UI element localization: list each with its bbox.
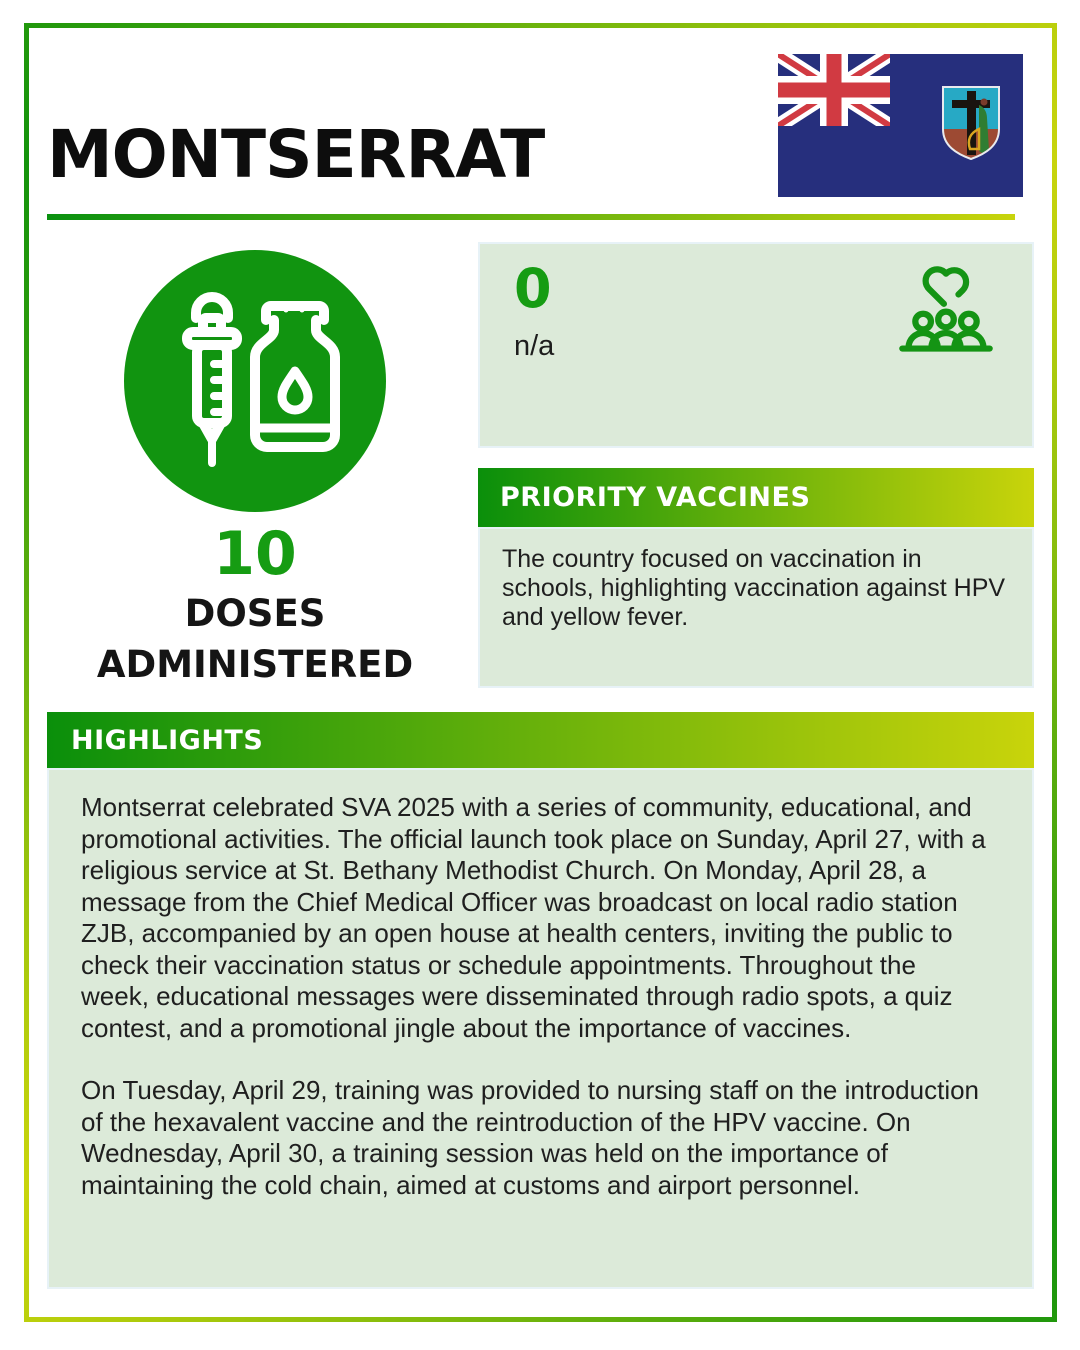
- doses-label-line1: DOSES: [184, 592, 326, 635]
- title-divider: [47, 214, 1015, 220]
- doses-label: [25, 588, 485, 690]
- syringe-vial-icon: [150, 276, 360, 486]
- heart-people-icon: [894, 256, 998, 360]
- highlights-paragraph-1: Montserrat celebrated SVA 2025 with a series of community, educational, and promotional activities. The official launch took place on Sunday, April 27, with a religious service at St. Bethany Methodist Church. On Monday, April 28, a message from the Chief Medical Officer was broadcast on local radio station ZJB, accompanied by an open house at health centers, inviting the public to check their vaccination status or schedule appointments. Throughout the week, educational messages were disseminated through radio spots, a quiz contest, and a promotional jingle about the importance of vaccines.: [81, 792, 986, 1043]
- highlights-paragraph-2: On Tuesday, April 29, training was provided to nursing staff on the introduction of the hexavalent vaccine and the reintroduction of the HPV vaccine. On Wednesday, April 30, a training session was held on the importance of maintaining the cold chain, aimed at customs and airport personnel.: [81, 1075, 980, 1200]
- people-reached-stat-box: [478, 242, 1034, 448]
- highlights-text: [47, 768, 1034, 1289]
- doses-count: 10: [213, 519, 297, 589]
- priority-vaccines-text: The country focused on vaccination in schools, highlighting vaccination against HPV and yellow fever.: [478, 527, 1034, 688]
- montserrat-flag: [778, 54, 1023, 197]
- montserrat-flag-graphic: [778, 54, 1023, 197]
- highlights-header: [47, 712, 1034, 768]
- page-title: MONTSERRAT: [47, 116, 545, 193]
- priority-vaccines-header: [478, 468, 1034, 527]
- doses-badge: [124, 250, 386, 512]
- stat-label: n/a: [514, 330, 555, 362]
- stat-value: 0: [514, 257, 552, 320]
- priority-vaccines-header-label: PRIORITY VACCINES: [500, 482, 811, 513]
- doses-label-line2: ADMINISTERED: [96, 643, 414, 686]
- highlights-header-label: HIGHLIGHTS: [71, 724, 264, 756]
